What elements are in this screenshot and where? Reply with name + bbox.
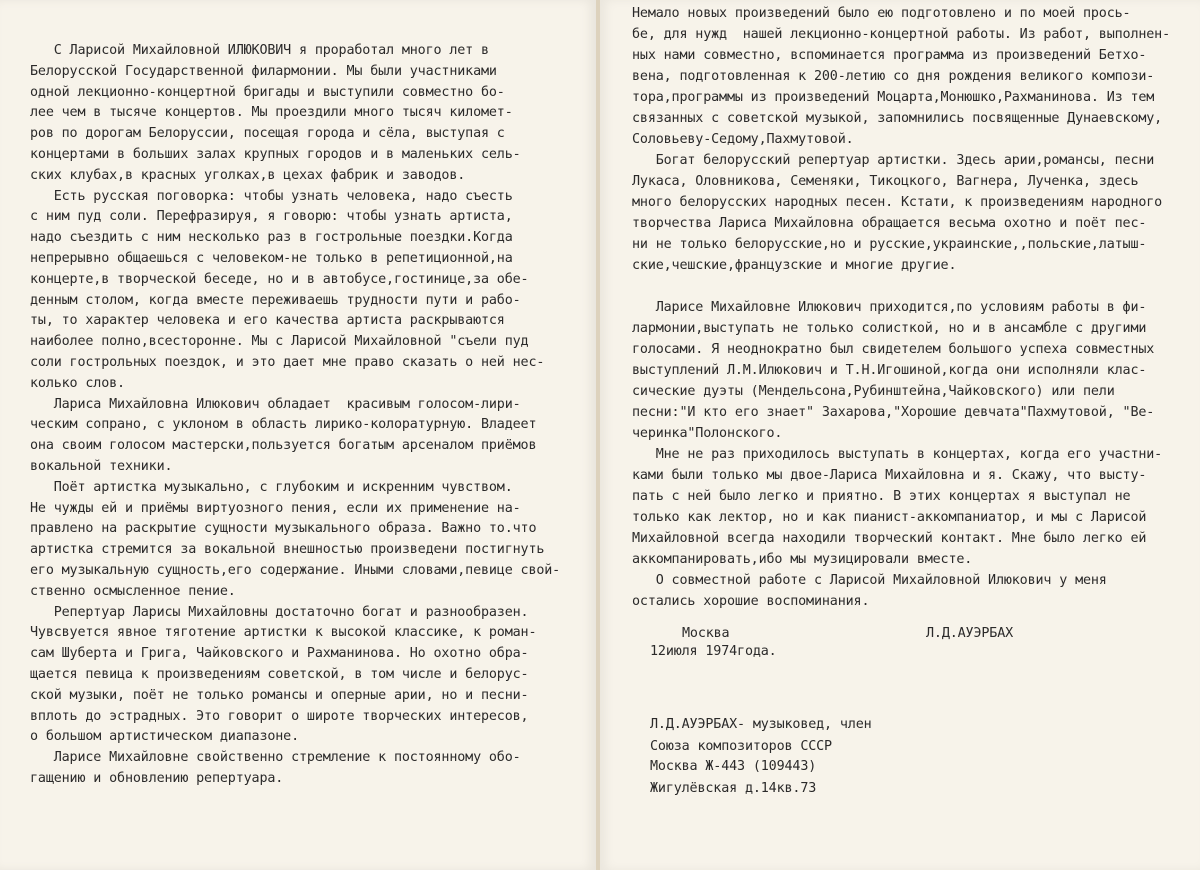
- place-text: Москва: [682, 626, 730, 641]
- text-line: одной лекционно-концертной бригады и выступили совместно бо-: [30, 84, 505, 100]
- text-line: Ларисе Михайловне свойственно стремление к постоянному обо-: [30, 750, 521, 766]
- text-line: денным столом, когда вместе переживаешь трудности пути и рабо-: [30, 292, 521, 308]
- text-line: концерте,в творческой беседе, но и в автобусе,гостинице,за обе-: [30, 271, 529, 287]
- text-line: Лукаса, Оловникова, Семеняки, Тикоцкого, Вагнера, Лученка, здесь: [632, 174, 1139, 189]
- text-line: ческим сопрано, с уклоном в область лирико-колоратурную. Владеет: [30, 417, 537, 433]
- text-line: правлено на раскрытие сущности музыкального образа. Важно то.что: [30, 521, 537, 537]
- text-line: Немало новых произведений было ею подготовлено и по моей прось-: [632, 6, 1131, 21]
- text-line: выступлений Л.М.Илюкович и Т.Н.Игошиной,когда они исполняли клас-: [632, 363, 1147, 378]
- text-line: творчества Лариса Михайловна обращается весьма охотно и поёт пес-: [632, 216, 1147, 231]
- text-line: ской музыки, поёт не только романсы и оперные арии, но и песни-: [30, 687, 529, 703]
- text-line: о большом артистическом диапазоне.: [30, 729, 300, 745]
- text-line: наиболее полно,всесторонне. Мы с Ларисой Михайловной "съели пуд: [30, 334, 529, 350]
- text-line: Поёт артистка музыкально, с глубоким и искренним чувством.: [30, 479, 513, 495]
- text-line: Чувсвуется явное тяготение артистки к высокой классике, к роман-: [30, 625, 537, 641]
- text-line: щается певица к произведениям советской, в том числе и белорус-: [30, 667, 529, 682]
- text-line: соли гострольных поездок, и это дает мне право сказать о ней нес-: [30, 355, 545, 370]
- text-line: ственно осмысленное пение.: [30, 583, 236, 599]
- text-line: ных нами совместно, вспоминается программа из произведений Бетхо-: [632, 48, 1147, 63]
- text-line: голосами. Я неоднократно был свидетелем большого успеха совместных: [632, 342, 1155, 357]
- text-line: Лариса Михайловна Илюкович обладает красивым голосом-лири-: [30, 396, 521, 412]
- text-line: сические дуэты (Мендельсона,Рубинштейна,Чайковского) или пели: [632, 384, 1115, 399]
- text-line: Соловьеву-Седому,Пахмутовой.: [632, 132, 854, 147]
- text-line: бе, для нужд нашей лекционно-концертной работы. Из работ, выполнен-: [632, 27, 1171, 42]
- text-line: только как лектор, но и как пианист-аккомпаниатор, и мы с Ларисой: [632, 510, 1147, 525]
- text-line: вокальной техники.: [30, 459, 173, 474]
- footer-line: Жигулёвская д.14кв.73: [650, 781, 817, 796]
- text-line: непрерывно общаешься с человеком-не только в репетиционной,на: [30, 251, 513, 266]
- text-line: черинка"Полонского.: [632, 426, 783, 441]
- text-line: Богат белорусский репертуар артистки. Здесь арии,романсы, песни: [632, 153, 1155, 168]
- text-line: лее чем в тысяче концертов. Мы проездили много тысяч километ-: [30, 105, 513, 121]
- footer-line: Л.Д.АУЭРБАХ- музыковед, член: [650, 717, 872, 732]
- text-line: с ним пуд соли. Перефразируя, я говорю: чтобы узнать артиста,: [30, 209, 513, 225]
- text-line: сам Шуберта и Грига, Чайковского и Рахманинова. Но охотно обра-: [30, 646, 529, 662]
- text-line: аккомпанировать,ибо мы музицировали вместе.: [632, 552, 973, 567]
- left-page: [0, 0, 596, 870]
- date-text: 12июля 1974года.: [650, 644, 777, 659]
- text-line: ни не только белорусские,но и русские,украинские,,польские,латыш-: [632, 237, 1147, 252]
- text-line: лармонии,выступать не только солисткой, но и в ансамбле с другими: [632, 321, 1147, 336]
- footer-line: Москва Ж-443 (109443): [650, 759, 817, 774]
- text-line: его музыкальную сущность,его содержание. Иными словами,певице свой-: [30, 563, 561, 578]
- text-line: артистка стремится за вокальной внешностью произведени постигнуть: [30, 542, 545, 558]
- signature-name: Л.Д.АУЭРБАХ: [926, 626, 1014, 641]
- text-line: ские,чешские,французские и многие другие.: [632, 258, 957, 273]
- text-line: ты, то характер человека и его качества артиста раскрываются: [30, 313, 505, 329]
- text-line: тора,программы из произведений Моцарта,Монюшко,Рахманинова. Из тем: [632, 90, 1155, 105]
- text-line: надо съездить с ним несколько раз в гострольные поездки.Когда: [30, 230, 513, 246]
- text-line: пать с ней было легко и приятно. В этих концертах я выступал не: [632, 489, 1131, 504]
- text-line: Белорусской Государственной филармонии. Мы были участниками: [30, 63, 497, 79]
- text-line: Репертуар Ларисы Михайловны достаточно богат и разнообразен.: [30, 604, 529, 620]
- text-line: С Ларисой Михайловной ИЛЮКОВИЧ я проработал много лет в: [30, 43, 489, 58]
- text-line: связанных с советской музыкой, запомнились посвященные Дунаевскому,: [632, 111, 1163, 126]
- text-line: концертами в больших залах крупных городов и в маленьких сель-: [30, 147, 521, 162]
- text-line: Не чужды ей и приёмы виртуозного пения, если их применение на-: [30, 500, 521, 516]
- text-line: вплоть до эстрадных. Это говорит о широте творческих интересов,: [30, 708, 529, 724]
- text-line: Ларисе Михайловне Илюкович приходится,по условиям работы в фи-: [632, 300, 1147, 315]
- text-line: Есть русская поговорка: чтобы узнать человека, надо съесть: [30, 188, 513, 204]
- text-line: Мне не раз приходилось выступать в концертах, когда его участни-: [632, 447, 1163, 462]
- text-line: гащению и обновлению репертуара.: [30, 771, 284, 786]
- text-line: О совместной работе с Ларисой Михайловной Илюкович у меня: [632, 573, 1107, 588]
- text-line: ров по дорогам Белоруссии, посещая города и сёла, выступая с: [30, 126, 505, 142]
- text-line: вена, подготовленная к 200-летию со дня рождения великого компози-: [632, 69, 1155, 84]
- footer-line: Союза композиторов СССР: [650, 739, 832, 754]
- text-line: Михайловной всегда находили творческий контакт. Мне было легко ей: [632, 531, 1147, 546]
- text-line: колько слов.: [30, 375, 125, 391]
- text-line: ских клубах,в красных уголках,в цехах фабрик и заводов.: [30, 167, 466, 183]
- text-line: остались хорошие воспоминания.: [632, 594, 870, 609]
- right-page: [600, 0, 1200, 870]
- text-line: много белорусских народных песен. Кстати, к произведениям народного: [632, 195, 1163, 210]
- text-line: песни:"И кто его знает" Захарова,"Хорошие девчата"Пахмутовой, "Ве-: [632, 405, 1155, 420]
- text-line: она своим голосом мастерски,пользуется богатым арсеналом приёмов: [30, 438, 537, 454]
- text-line: ками были только мы двое-Лариса Михайловна и я. Скажу, что высту-: [632, 468, 1147, 483]
